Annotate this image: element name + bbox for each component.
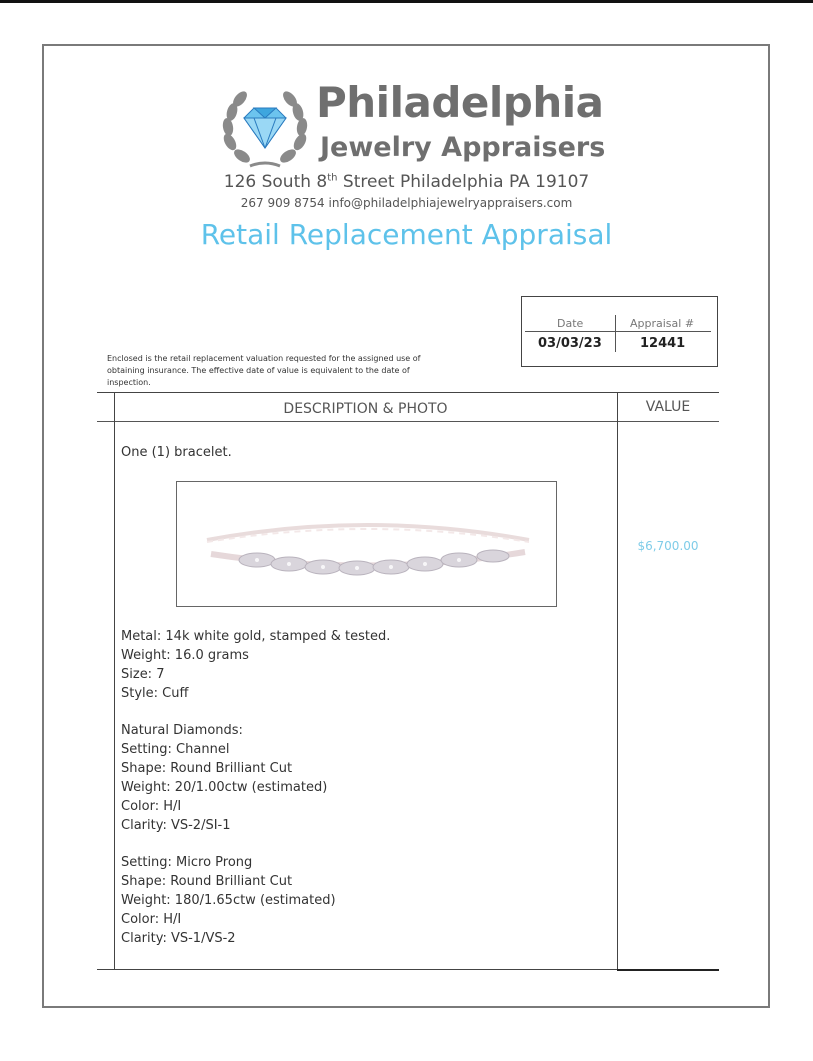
appraised-value: $6,700.00 (637, 539, 699, 553)
column-header-value: VALUE (645, 399, 691, 415)
document-title: Retail Replacement Appraisal (200, 218, 613, 251)
item-title: One (1) bracelet. (121, 445, 232, 460)
date-appraisal-box (521, 296, 718, 367)
appraisal-number-value: 12441 (640, 336, 686, 351)
box-rule (525, 331, 711, 332)
detail-line: Color: H/I (121, 799, 182, 814)
company-contact: 267 909 8754 info@philadelphiajewelryappraisers.com (240, 196, 573, 210)
detail-line: Setting: Micro Prong (121, 855, 253, 870)
intro-statement: Enclosed is the retail replacement valuation requested for the assigned use of obtaining insurance. The effective date of value is equivalent to the date of inspection. (107, 354, 421, 387)
detail-line: Shape: Round Brilliant Cut (121, 874, 293, 889)
detail-line: Weight: 16.0 grams (121, 648, 249, 663)
bracelet-image (177, 482, 556, 606)
laurel-diamond-icon (220, 82, 310, 172)
table-column-divider (617, 393, 618, 969)
value-bottom-rule (617, 969, 719, 971)
detail-line: Clarity: VS-2/SI-1 (121, 818, 231, 833)
table-header-rule (97, 421, 719, 422)
detail-line: Style: Cuff (121, 686, 189, 701)
detail-line: Size: 7 (121, 667, 165, 682)
brand-name: Philadelphia (316, 78, 604, 127)
table-top-rule (97, 392, 719, 393)
brand-subtitle: Jewelry Appraisers (320, 132, 606, 163)
table-bottom-rule (97, 969, 617, 970)
appraisal-number-label: Appraisal # (630, 317, 695, 330)
detail-line: Metal: 14k white gold, stamped & tested. (121, 629, 391, 644)
detail-line: Setting: Channel (121, 742, 230, 757)
date-label: Date (557, 317, 584, 330)
company-logo (220, 78, 610, 174)
scan-top-edge (0, 0, 813, 3)
column-header-description: DESCRIPTION & PHOTO (283, 401, 448, 417)
item-details (121, 627, 601, 948)
detail-line: Shape: Round Brilliant Cut (121, 761, 293, 776)
detail-line: Clarity: VS-1/VS-2 (121, 931, 236, 946)
detail-line: Color: H/I (121, 912, 182, 927)
date-value: 03/03/23 (538, 336, 602, 351)
bracelet-photo (176, 481, 557, 607)
table-left-rule (114, 393, 115, 969)
company-address: 126 South 8th Street Philadelphia PA 19107 (223, 172, 590, 192)
detail-line: Weight: 180/1.65ctw (estimated) (121, 893, 336, 908)
detail-line: Natural Diamonds: (121, 723, 243, 738)
box-divider (615, 315, 616, 352)
detail-line: Weight: 20/1.00ctw (estimated) (121, 780, 328, 795)
